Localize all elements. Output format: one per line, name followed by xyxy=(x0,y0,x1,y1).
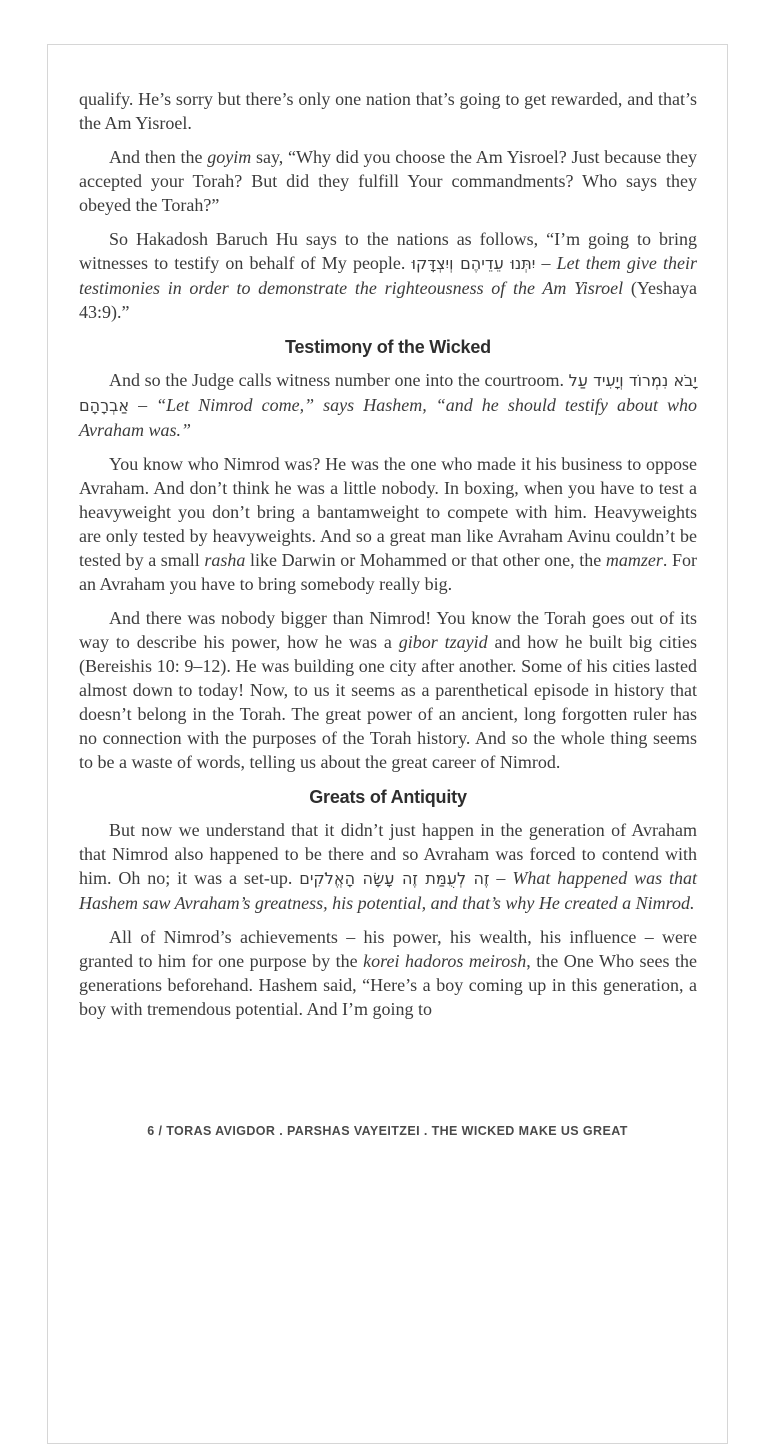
text-segment: korei hadoros meirosh xyxy=(363,951,527,971)
text-segment: mamzer xyxy=(605,550,663,570)
text-segment: rasha xyxy=(204,550,246,570)
text-segment: Let them give their testimonies in order to demonstrate the righteousness of the Am Yisroel xyxy=(79,253,697,298)
paragraph xyxy=(79,227,697,324)
paragraph xyxy=(79,452,697,596)
page-body xyxy=(48,45,727,1021)
text-segment: But now we understand that it didn’t just happen in the generation of Avraham that Nimrod also happened to be there and so Avraham was forced to contend with him. Oh no; it was a set-up. xyxy=(79,820,697,888)
text-segment: . For an Avraham you have to bring somebody really big. xyxy=(79,550,698,594)
text-segment: goyim xyxy=(207,147,252,167)
text-segment: and how he built big cities (Bereishis 10: 9–12). He was building one city after another. Some of his cities lasted almost down to today! Now, to us it seems as a parenthetical episode in history that doesn’t belong in the Torah. The great power of an ancient, long forgotten ruler has no connection with the purposes of the Torah history. And so the whole thing seems to be a waste of words, telling us about the great career of Nimrod. xyxy=(79,632,697,772)
page-footer: 6 / TORAS AVIGDOR . PARSHAS VAYEITZEI . THE WICKED MAKE US GREAT xyxy=(147,1124,628,1138)
text-segment: , the One Who sees the generations beforehand. Hashem said, “Here’s a boy coming up in this generation, a boy with tremendous potential. And I’m going to xyxy=(79,951,698,1019)
section-heading: Greats of Antiquity xyxy=(309,787,467,807)
text-segment: And so the Judge calls witness number one into the courtroom. xyxy=(109,370,569,390)
text-segment: – xyxy=(129,395,157,415)
paragraph xyxy=(79,925,697,1021)
paragraph xyxy=(79,87,697,135)
text-segment: (Yeshaya 43:9).” xyxy=(79,278,697,322)
text-segment: – xyxy=(489,868,513,888)
text-segment: So Hakadosh Baruch Hu says to the nations as follows, “I’m going to bring witnesses to testify on behalf of My people. xyxy=(79,229,697,273)
paragraph xyxy=(79,368,697,442)
section-heading: Testimony of the Wicked xyxy=(285,337,491,357)
text-segment: And then the xyxy=(109,147,208,167)
paragraph xyxy=(79,145,697,217)
paragraph xyxy=(79,606,697,774)
text-segment: say, “Why did you choose the Am Yisroel? Just because they accepted your Torah? But did they fulfill Your commandments? Who says they obeyed the Torah?” xyxy=(79,147,697,215)
page-frame xyxy=(47,44,728,1444)
text-segment: – xyxy=(535,253,557,273)
text-segment: You know who Nimrod was? He was the one who made it his business to oppose Avraham. And don’t think he was a little nobody. In boxing, when you have to test a heavyweight you don’t bring a bantamweight to compete with him. Heavyweights are only tested by heavyweights. And so a great man like Avraham Avinu couldn’t be tested by a small xyxy=(79,454,697,570)
text-segment: And there was nobody bigger than Nimrod! You know the Torah goes out of its way to describe his power, how he was a xyxy=(79,608,697,652)
text-segment: gibor tzayid xyxy=(398,632,488,652)
hebrew-text: יִתְּנוּ עֵדֵיהֶם וְיִצְדָּקוּ xyxy=(411,254,536,273)
text-segment: like Darwin or Mohammed or that other one, the xyxy=(245,550,606,570)
text-segment: What happened was that Hashem saw Avraham’s greatness, his potential, and that’s why He created a Nimrod. xyxy=(79,868,697,913)
hebrew-text: זֶה לְעֻמַּת זֶה עָשָׂה הָאֱלֹקִים xyxy=(299,869,490,888)
paragraph xyxy=(79,818,697,915)
text-segment: “Let Nimrod come,” says Hashem, “and he should testify about who Avraham was.” xyxy=(79,395,697,440)
hebrew-text: יָבֹא נִמְרוֹד וְיָעִיד עַל אַבְרָהָם xyxy=(79,371,697,415)
text-segment: qualify. He’s sorry but there’s only one nation that’s going to get rewarded, and that’s the Am Yisroel. xyxy=(79,89,697,133)
text-segment: All of Nimrod’s achievements – his power, his wealth, his influence – were granted to him for one purpose by the xyxy=(79,927,697,971)
